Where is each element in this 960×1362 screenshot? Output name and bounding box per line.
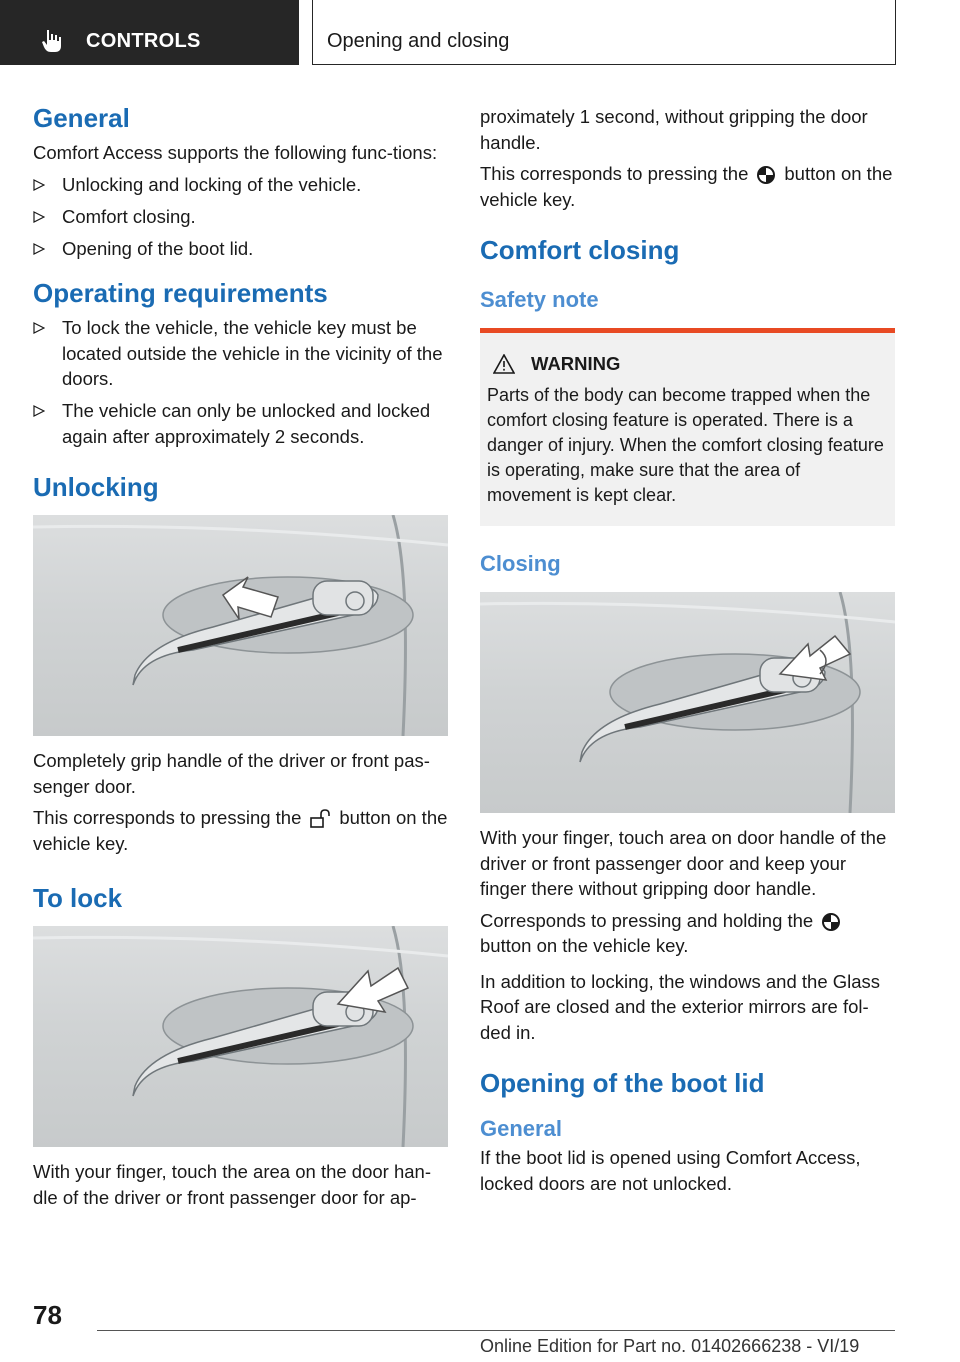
warning-box bbox=[480, 328, 895, 526]
warning-head bbox=[487, 353, 887, 375]
unlocking-text-1: Completely grip handle of the driver or front pas-senger door. bbox=[33, 750, 430, 797]
general-intro: Comfort Access supports the following func-tions: bbox=[33, 142, 438, 163]
list-item: The vehicle can only be unlocked and locked again after approximately 2 seconds. bbox=[33, 398, 448, 449]
general-heading: General bbox=[33, 103, 130, 133]
lock-text: With your finger, touch the area on the door han-dle of the driver or front passenger door for ap- bbox=[33, 1161, 431, 1208]
unlocking-text-2: This corresponds to pressing the button on the vehicle key. bbox=[33, 807, 448, 854]
brand-logo-key-icon bbox=[756, 165, 776, 185]
requirements-list bbox=[33, 315, 448, 449]
door-handle-touch-image bbox=[33, 926, 448, 1147]
door-handle-grip-image bbox=[33, 515, 448, 736]
comfort-closing-heading: Comfort closing bbox=[480, 235, 680, 265]
general-list bbox=[33, 172, 448, 262]
warning-text: Parts of the body can become trapped when the comfort closing feature is operated. There is a danger of injury. When the comfort closing feature is operating, make sure that the area of movement is kept clear. bbox=[487, 385, 884, 505]
lock-text-continued: proximately 1 second, without gripping the door handle. bbox=[480, 106, 868, 153]
door-handle-closing-image bbox=[480, 592, 895, 813]
footer-divider bbox=[97, 1330, 895, 1331]
triangle-bullet-icon bbox=[33, 405, 45, 417]
closing-text-1: With your finger, touch area on door handle of the driver or front passenger door and keep your finger there without gripping door handle. bbox=[480, 827, 887, 899]
chapter-title: Opening and closing bbox=[327, 30, 510, 52]
requirements-heading: Operating requirements bbox=[33, 278, 328, 308]
lock-text-continued-2: This corresponds to pressing the button on the vehicle key. bbox=[480, 163, 893, 210]
warning-label: WARNING bbox=[531, 353, 621, 374]
warning-triangle-icon bbox=[493, 354, 515, 374]
section-label: CONTROLS bbox=[86, 30, 201, 52]
edition-text: Online Edition for Part no. 01402666238 - VI/19 bbox=[480, 1336, 860, 1356]
brand-logo-key-icon bbox=[821, 912, 841, 932]
list-item: Comfort closing. bbox=[33, 204, 448, 230]
list-item: Opening of the boot lid. bbox=[33, 236, 448, 262]
boot-general-heading: General bbox=[480, 1116, 562, 1141]
closing-text-3: In addition to locking, the windows and the Glass Roof are closed and the exterior mirrors are fol-ded in. bbox=[480, 970, 881, 1043]
boot-lid-heading: Opening of the boot lid bbox=[480, 1068, 765, 1098]
page-number: 78 bbox=[33, 1300, 62, 1330]
unlock-key-icon bbox=[309, 809, 331, 829]
closing-text-2: Corresponds to pressing and holding thebutton on the vehicle key. bbox=[480, 908, 895, 959]
triangle-bullet-icon bbox=[33, 211, 45, 223]
triangle-bullet-icon bbox=[33, 322, 45, 334]
right-column bbox=[480, 100, 895, 1196]
list-item: Unlocking and locking of the vehicle. bbox=[33, 172, 448, 198]
chapter-header bbox=[312, 0, 896, 65]
hand-icon bbox=[38, 26, 68, 56]
list-item: To lock the vehicle, the vehicle key must be located outside the vehicle in the vicinity of the doors. bbox=[33, 315, 448, 392]
left-column bbox=[33, 100, 448, 1210]
safety-note-heading: Safety note bbox=[480, 287, 599, 312]
closing-heading: Closing bbox=[480, 551, 561, 576]
triangle-bullet-icon bbox=[33, 179, 45, 191]
triangle-bullet-icon bbox=[33, 243, 45, 255]
lock-heading: To lock bbox=[33, 883, 123, 913]
section-tab[interactable] bbox=[0, 0, 299, 65]
boot-text: If the boot lid is opened using Comfort Access, locked doors are not unlocked. bbox=[480, 1147, 861, 1194]
unlocking-heading: Unlocking bbox=[33, 472, 159, 502]
